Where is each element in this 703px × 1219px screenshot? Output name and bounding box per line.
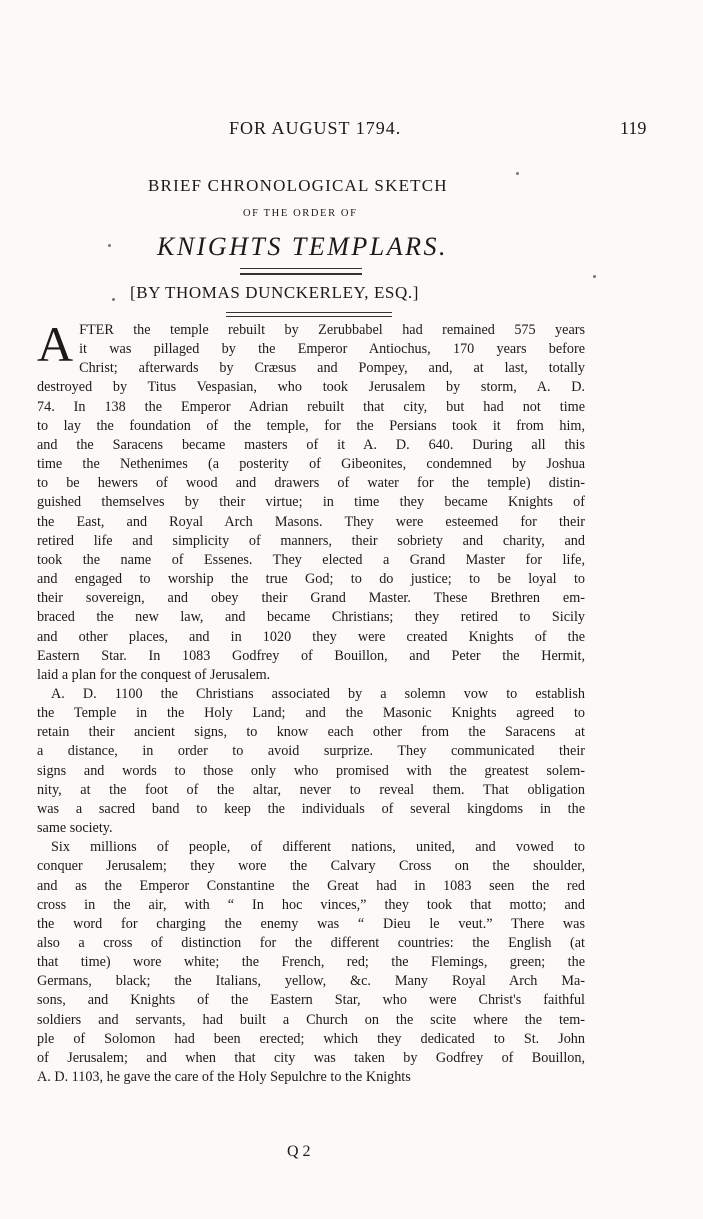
text-line: ple of Solomon had been erected; which they dedicated to St. John xyxy=(37,1030,585,1047)
text-line: 74. In 138 the Emperor Adrian rebuilt that city, but had not time xyxy=(37,398,585,415)
page-number: 119 xyxy=(620,118,647,138)
text-line: time the Nethenimes (a posterity of Gibeonites, condemned by Joshua xyxy=(37,456,585,473)
text-line: destroyed by Titus Vespasian, who took Jerusalem by storm, A. D. xyxy=(37,379,585,396)
text-line: took the name of Essenes. They elected a Grand Master for life, xyxy=(37,551,585,568)
text-line: and as the Emperor Constantine the Great had in 1083 seen the red xyxy=(37,877,585,894)
text-line: the word for charging the enemy was “ Dieu le veut.” There was xyxy=(37,915,585,932)
text-line: Germans, black; the Italians, yellow, &c. Many Royal Arch Ma- xyxy=(37,973,585,990)
text-line: retired life and simplicity of manners, their sobriety and charity, and xyxy=(37,532,585,549)
print-speck xyxy=(108,244,111,247)
running-title: FOR AUGUST 1794. xyxy=(229,118,402,138)
running-head xyxy=(0,118,703,142)
paragraph-3 xyxy=(37,838,585,1087)
text-line: braced the new law, and became Christians; they retired to Sicily xyxy=(37,609,585,626)
article-body xyxy=(37,316,585,1087)
text-line: Six millions of people, of different nations, united, and vowed to xyxy=(51,839,585,856)
text-line: the Temple in the Holy Land; and the Masonic Knights agreed to xyxy=(37,705,585,722)
text-line: nity, at the foot of the altar, never to reveal them. That obligation xyxy=(37,781,585,798)
text-line: to lay the foundation of the temple, for the Persians took it from him, xyxy=(37,417,585,434)
text-line: and other places, and in 1020 they were created Knights of the xyxy=(37,628,585,645)
text-line: a distance, in order to avoid surprize. They communicated their xyxy=(37,743,585,760)
article-title-line1: BRIEF CHRONOLOGICAL SKETCH xyxy=(148,176,448,195)
signature-mark: Q 2 xyxy=(287,1143,311,1160)
article-byline: [BY THOMAS DUNCKERLEY, ESQ.] xyxy=(130,283,419,302)
text-line: conquer Jerusalem; they wore the Calvary Cross on the shoulder, xyxy=(37,858,585,875)
text-line: their sovereign, and obey their Grand Master. These Brethren em- xyxy=(37,590,585,607)
drop-cap: A xyxy=(37,316,74,372)
text-line: A. D. 1100 the Christians associated by a solemn vow to establish xyxy=(51,685,585,702)
text-line: that time) wore white; the French, red; the Flemings, green; the xyxy=(37,954,585,971)
text-line: retain their ancient signs, to know each other from the Saracens at xyxy=(37,724,585,741)
text-line: of Jerusalem; and when that city was taken by Godfrey of Bouillon, xyxy=(37,1049,585,1066)
text-line: also a cross of distinction for the different countries: the English (at xyxy=(37,935,585,951)
article-title-line2: OF THE ORDER OF xyxy=(243,208,358,219)
text-line: Christ; afterwards by Cræsus and Pompey, and, at last, totally xyxy=(79,360,585,377)
paragraph-2 xyxy=(37,685,585,838)
text-line: to be hewers of wood and drawers of water for the temple) distin- xyxy=(37,475,585,492)
text-line: and the Saracens became masters of it A. D. 640. During all this xyxy=(37,436,585,453)
print-speck xyxy=(516,172,519,175)
text-line: laid a plan for the conquest of Jerusalem. xyxy=(37,666,271,683)
paragraph-1 xyxy=(37,316,585,685)
text-line: it was pillaged by the Emperor Antiochus, 170 years before xyxy=(79,341,585,358)
text-line: Eastern Star. In 1083 Godfrey of Bouillon, and Peter the Hermit, xyxy=(37,647,585,664)
title-ornament-rule xyxy=(240,268,362,275)
text-line: FTER the temple rebuilt by Zerubbabel had remained 575 years xyxy=(79,322,585,338)
text-line: A. D. 1103, he gave the care of the Holy Sepulchre to the Knights xyxy=(37,1069,411,1086)
double-rule-divider xyxy=(226,312,392,317)
text-line: soldiers and servants, had built a Church on the scite where the tem- xyxy=(37,1011,585,1028)
text-line: sons, and Knights of the Eastern Star, who were Christ's faithful xyxy=(37,992,585,1009)
text-line: guished themselves by their virtue; in time they became Knights of xyxy=(37,494,585,511)
text-line: cross in the air, with “ In hoc vinces,” they took that motto; and xyxy=(37,896,585,913)
article-title-line3: KNIGHTS TEMPLARS. xyxy=(157,232,448,261)
text-line: the East, and Royal Arch Masons. They were esteemed for their xyxy=(37,513,585,530)
print-speck xyxy=(593,275,596,278)
text-line: was a sacred band to keep the individuals of several kingdoms in the xyxy=(37,800,585,817)
text-line: same society. xyxy=(37,820,113,837)
text-line: signs and words to those only who promised with the greatest solem- xyxy=(37,762,585,779)
text-line: and engaged to worship the true God; to do justice; to be loyal to xyxy=(37,571,585,588)
print-speck xyxy=(112,298,115,301)
